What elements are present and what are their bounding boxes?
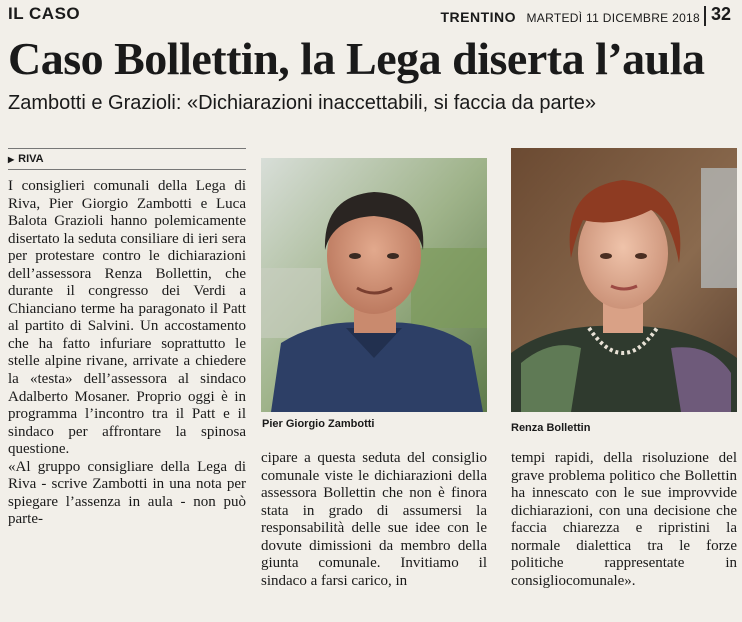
photo-caption-bollettin: Renza Bollettin <box>511 422 591 434</box>
page-number-divider <box>704 6 706 26</box>
article-subheadline: Zambotti e Grazioli: «Dichiarazioni inaccettabili, si faccia da parte» <box>8 92 597 114</box>
newspaper-name: TRENTINO <box>440 9 517 25</box>
column-rule <box>8 148 246 149</box>
triangle-bullet-icon: ▶ <box>8 155 15 164</box>
article-headline: Caso Bollettin, la Lega diserta l’aula <box>8 33 705 84</box>
article-column-1 <box>8 178 246 529</box>
column-rule <box>8 169 246 170</box>
column-1-text: I consiglieri comunali della Lega di Riva, Pier Giorgio Zambotti e Luca Balota Grazioli hanno polemicamente disertato la seduta consiliare di ieri sera per protestare contro le dichiarazioni dell’assessora Renza Bollettin, che durante il congresso dei Verdi a Chianciano terme ha paragonato il Patt al partito di Salvini. Un accostamento che ha fatto infuriare soprattutto le stelle alpine rivane, arrivate a chiedere la «testa» dell’assessora al sindaco Adalberto Mosaner. Proprio oggi è in programma l’incontro tra il Patt e il sindaco per affrontare la spinosa questione. «Al gruppo consigliare della Lega di Riva - scrive Zambotti in una nota per spiegare l’assenza in aula - non può parte- <box>8 178 246 528</box>
portrait-man-image <box>261 158 487 412</box>
portrait-woman-image <box>511 148 737 412</box>
article-column-3 <box>511 450 737 590</box>
issue-date: MARTEDÌ 11 DICEMBRE 2018 <box>526 11 700 25</box>
column-2-text: cipare a questa seduta del consiglio comunale viste le dichiarazioni della assessora Bollettin che non è finora stata in grado di assumersi la responsabilità delle sue idee con le dovute dimissioni da membro della giunta comunale. Invitiamo il sindaco a farsi carico, in <box>261 450 487 589</box>
article-column-2 <box>261 450 487 590</box>
page-number: 32 <box>711 4 732 24</box>
photo-zambotti <box>261 158 487 412</box>
dateline <box>8 153 44 165</box>
column-3-text: tempi rapidi, della risoluzione del grave problema politico che Bollettin ha innescato con le sue improvvide dichiarazioni, con una decisione che faccia chiarezza e ripristini la normale dialettica tra le forze politiche rappresentate in consigliocomunale». <box>511 450 737 589</box>
section-label: IL CASO <box>8 4 81 23</box>
photo-bollettin <box>511 148 737 412</box>
publication-line <box>441 9 701 27</box>
page-header <box>0 0 742 30</box>
dateline-location: RIVA <box>18 153 44 165</box>
photo-caption-zambotti: Pier Giorgio Zambotti <box>262 418 375 430</box>
